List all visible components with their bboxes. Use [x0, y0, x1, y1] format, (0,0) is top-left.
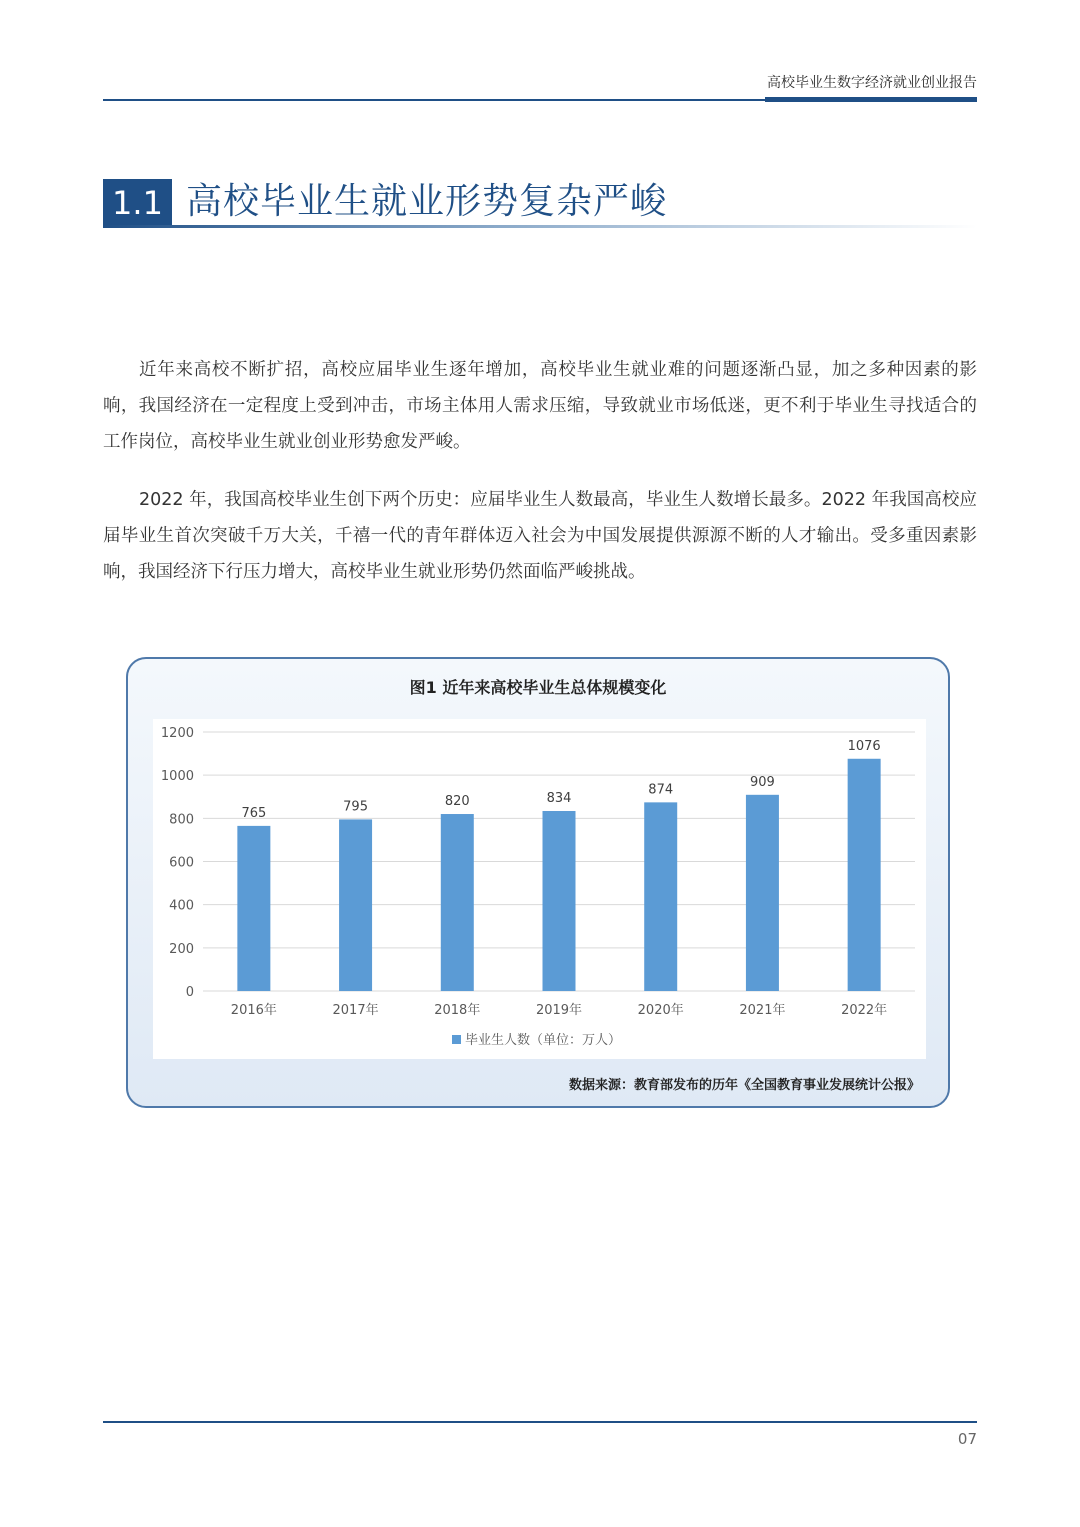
header-rule-accent: [765, 97, 977, 102]
bar: [441, 814, 474, 991]
section-title-underline: [103, 225, 977, 228]
bar-value-label: 820: [444, 794, 470, 810]
x-tick-label: 2021年: [739, 1003, 786, 1018]
bar: [543, 811, 576, 991]
bar-value-label: 909: [750, 774, 775, 790]
section-number: 1.1: [103, 179, 172, 227]
bar: [746, 795, 779, 991]
section-title: 高校毕业生就业形势复杂严峻: [186, 181, 668, 222]
footer-rule: [103, 1421, 977, 1423]
bar: [339, 819, 372, 991]
x-tick-label: 2016年: [230, 1003, 277, 1018]
x-tick-label: 2019年: [535, 1003, 583, 1018]
y-tick-label: 400: [169, 898, 194, 914]
legend-swatch: [452, 1035, 461, 1044]
chart-plot-panel: [153, 719, 926, 1059]
x-tick-label: 2018年: [434, 1003, 481, 1018]
running-header: 高校毕业生数字经济就业创业报告: [767, 75, 977, 91]
legend: [452, 1032, 621, 1048]
bar-value-label: 795: [343, 799, 368, 815]
y-tick-label: 200: [169, 941, 194, 957]
x-tick-label: 2017年: [332, 1003, 379, 1018]
bar: [237, 826, 270, 991]
bar: [644, 802, 677, 991]
bar-value-label: 1076: [847, 738, 881, 754]
bar-value-label: 834: [546, 790, 572, 806]
paragraph-2: 2022 年，我国高校毕业生创下两个历史：应届毕业生人数最高，毕业生人数增长最多。2022 年我国高校应届毕业生首次突破千万大关，千禧一代的青年群体迈入社会为中国发展提供源源不断的人才输出。受多重因素影响，我国经济下行压力增大，高校毕业生就业形势仍然面临严峻挑战。: [103, 490, 977, 582]
y-tick-label: 1000: [160, 769, 194, 785]
bar: [848, 759, 881, 991]
bar-value-label: 874: [648, 782, 674, 798]
y-tick-label: 1200: [160, 726, 194, 741]
bar-chart: [153, 719, 926, 1059]
x-tick-label: 2022年: [841, 1003, 888, 1018]
y-tick-label: 0: [185, 985, 194, 1000]
x-tick-label: 2020年: [637, 1003, 684, 1018]
chart-title: 图1 近年来高校毕业生总体规模变化: [409, 678, 667, 697]
data-labels: [241, 739, 880, 821]
page-number: 07: [957, 1430, 977, 1448]
legend-label: 毕业生人数（单位：万人）: [465, 1033, 622, 1048]
paragraph-1: 近年来高校不断扩招，高校应届毕业生逐年增加，高校毕业生就业难的问题逐渐凸显，加之多种因素的影响，我国经济在一定程度上受到冲击，市场主体用人需求压缩，导致就业市场低迷，更不利于毕业生寻找适合的工作岗位，高校毕业生就业创业形势愈发严峻。: [103, 360, 977, 452]
bar-value-label: 765: [241, 805, 267, 821]
chart-source-note: 数据来源：教育部发布的历年《全国教育事业发展统计公报》: [568, 1078, 920, 1093]
y-tick-label: 800: [169, 812, 194, 828]
y-tick-label: 600: [169, 855, 194, 871]
